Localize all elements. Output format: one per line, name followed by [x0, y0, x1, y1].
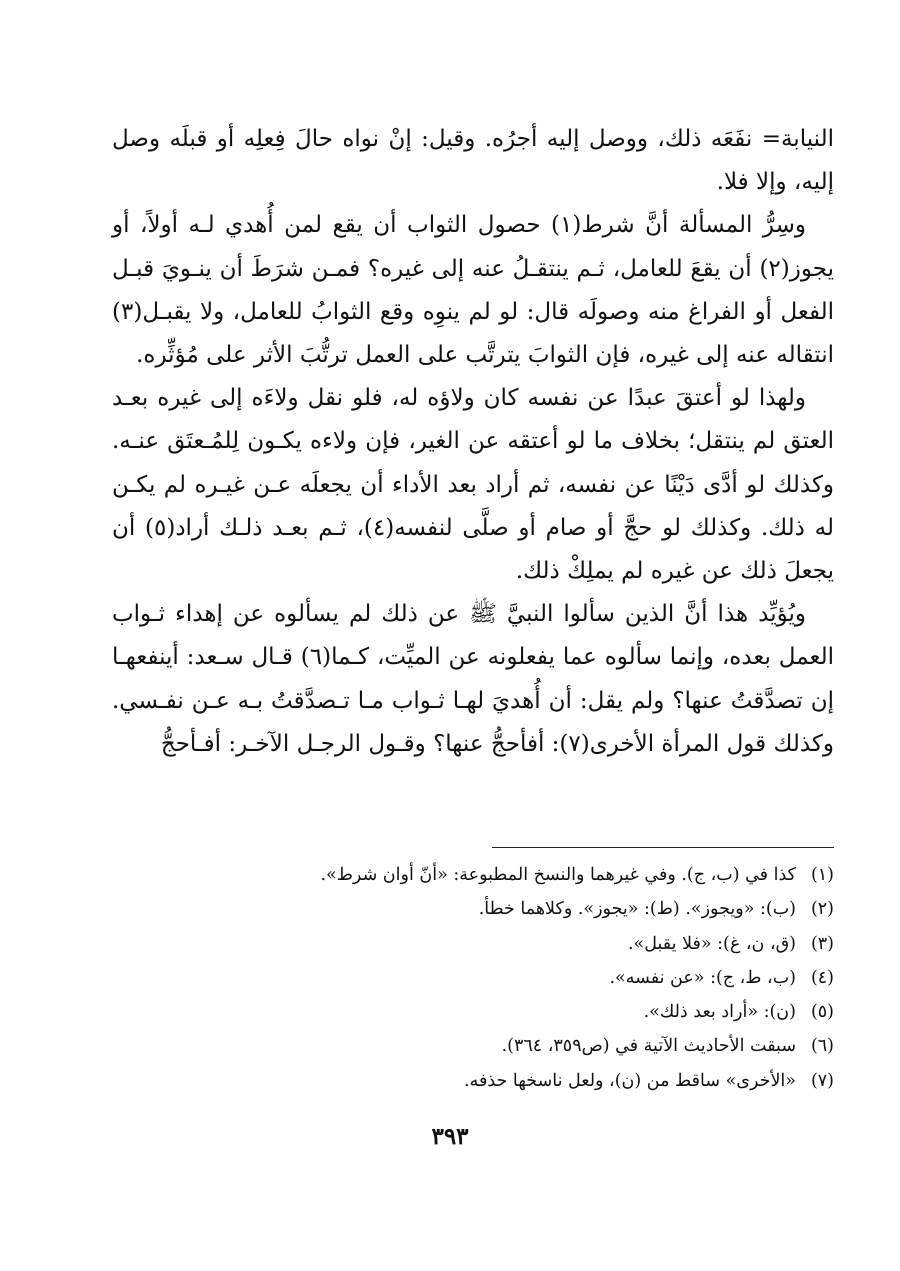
footnote-text: (ق، ن، غ): «فلا يقبل».	[627, 933, 796, 954]
footnote-2	[112, 892, 834, 926]
footnote-7	[112, 1064, 834, 1098]
footnote-6	[112, 1029, 834, 1063]
footnote-text: (ب، ط، ج): «عن نفسه».	[609, 967, 796, 988]
page-number: ٣٩٣	[431, 1123, 469, 1150]
footnote-text: (ن): «أراد بعد ذلك».	[643, 1002, 796, 1023]
footnotes-list	[112, 858, 834, 1098]
footnote-separator	[492, 847, 834, 848]
footnote-text: «الأخرى» ساقط من (ن)، ولعل ناسخها حذفه.	[464, 1070, 796, 1091]
footnote-number: (٧)	[810, 1070, 834, 1091]
footnote-number: (٦)	[810, 1036, 834, 1057]
footnote-number: (٢)	[810, 899, 834, 920]
footnote-3	[112, 927, 834, 961]
footnote-5	[112, 995, 834, 1029]
footnote-text: سبقت الأحاديث الآتية في (ص٣٥٩، ٣٦٤).	[501, 1036, 796, 1057]
footnote-1	[112, 858, 834, 892]
footnote-text: كذا في (ب، ج). وفي غيرهما والنسخ المطبوعة: «أنّ أوان شرط».	[320, 865, 796, 885]
footnote-number: (٤)	[810, 967, 834, 988]
footnote-4	[112, 961, 834, 995]
footnote-number: (٥)	[810, 1002, 834, 1023]
paragraph-4: ويُؤيِّد هذا أنَّ الذين سألوا النبيَّ ﷺ عن ذلك لم يسألوه عن إهداء ثـواب العمل بعده، وإنما سألوه عما يفعلونه عن الميِّت، كـما(٦) قـال سـعد: أينفعهـا إن تصدَّقتُ عنها؟ ولم يقل: أن أُهديَ لهـا ثـواب مـا تـصدَّقتُ بـه عـن نفـسي. وكذلك قول المرأة الأخرى(٧): أفأحجُّ عنها؟ وقـول الرجـل الآخـر: أفـأحجُّ	[112, 601, 834, 757]
footnote-text: (ب): «ويجوز». (ط): «يجوز». وكلاهما خطأ.	[478, 899, 796, 920]
main-text	[112, 118, 834, 766]
paragraph-1: النيابة= نفَعَه ذلك، ووصل إليه أجرُه. وقيل: إنْ نواه حالَ فِعلِه أو قبلَه وصل إليه، وإلا فلا.	[112, 126, 834, 196]
paragraph-3: ولهذا لو أعتقَ عبدًا عن نفسه كان ولاؤه له، فلو نقل ولاءَه إلى غيره بعـد العتق لم ينتقل؛ بخلاف ما لو أعتقه عن الغير، فإن ولاءه يكـون لِلمُـعتَق عنـه. وكذلك لو أدَّى دَيْنًا عن نفسه، ثم أراد بعد الأداء أن يجعلَه عـن غيـره لم يكـن له ذلك. وكذلك لو حجَّ أو صام أو صلَّى لنفسه(٤)، ثـم بعـد ذلـك أراد(٥) أن يجعلَ ذلك عن غيره لم يملِكْ ذلك.	[112, 385, 834, 585]
paragraph-2: وسِرُّ المسألة أنَّ شرط(١) حصول الثواب أن يقع لمن أُهدي لـه أولاً، أو يجوز(٢) أن يقعَ للعامل، ثـم ينتقـلُ عنه إلى غيره؟ فمـن شرَطَ أن ينـويَ قبـل الفعل أو الفراغ منه وصولَه قال: لو لم ينوِه وقع الثوابُ للعامل، ولا يقبـل(٣) انتقاله عنه إلى غيره، فإن الثوابَ يترتَّب على العمل ترتُّبَ الأثر على مُؤثِّره.	[112, 212, 834, 369]
footnote-number: (١)	[810, 865, 834, 885]
footnote-number: (٣)	[810, 933, 834, 954]
